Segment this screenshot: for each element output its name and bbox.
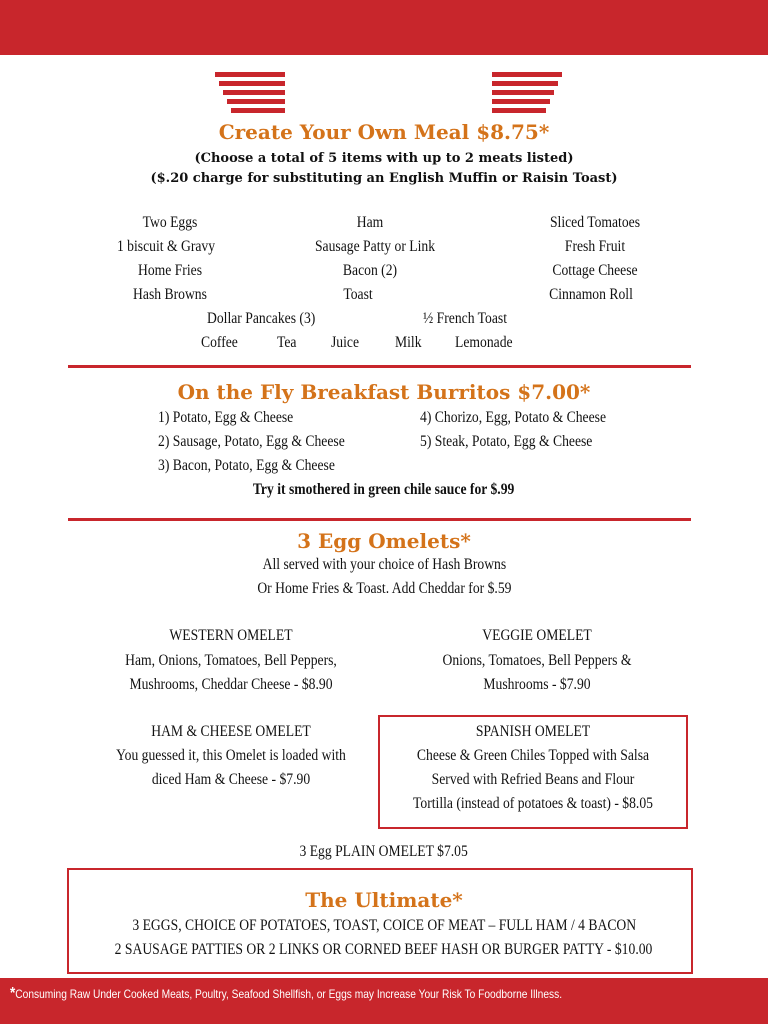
western-omelet-desc: Ham, Onions, Tomatoes, Bell Peppers, [125, 652, 337, 669]
menu-item: Dollar Pancakes (3) [207, 310, 316, 327]
decorative-stripes-right [492, 72, 562, 116]
create-meal-title: Create Your Own Meal $8.75* [218, 120, 550, 144]
omelets-title: 3 Egg Omelets* [297, 529, 471, 553]
footnote-star: * [10, 985, 16, 1002]
menu-item: Hash Browns [133, 286, 207, 303]
menu-item: Fresh Fruit [564, 238, 626, 255]
menu-item: Two Eggs [142, 214, 198, 231]
burritos-title: On the Fly Breakfast Burritos $7.00* [177, 380, 591, 404]
menu-item: Cinnamon Roll [549, 286, 633, 303]
drink-item: Coffee [201, 334, 238, 351]
menu-item: Ham [356, 214, 384, 231]
western-omelet-name: WESTERN OMELET [169, 627, 293, 644]
menu-item: Sliced Tomatoes [549, 214, 641, 231]
menu-item: Home Fries [137, 262, 203, 279]
burrito-item: 5) Steak, Potato, Egg & Cheese [420, 433, 593, 450]
menu-item: Toast [343, 286, 373, 303]
drink-item: Milk [395, 334, 422, 351]
menu-item: Cottage Cheese [552, 262, 638, 279]
veggie-omelet-desc: Onions, Tomatoes, Bell Peppers & [442, 652, 632, 669]
ham-cheese-omelet-price: diced Ham & Cheese - $7.90 [151, 771, 311, 788]
decorative-stripes-left [215, 72, 285, 116]
western-omelet-price: Mushrooms, Cheddar Cheese - $8.90 [129, 676, 333, 693]
menu-item: Bacon (2) [342, 262, 398, 279]
veggie-omelet-price: Mushrooms - $7.90 [483, 676, 591, 693]
foodborne-illness-disclaimer [10, 985, 562, 1003]
drink-item: Tea [277, 334, 297, 351]
spanish-omelet-desc-1: Cheese & Green Chiles Topped with Salsa [416, 747, 650, 764]
drink-item: Lemonade [455, 334, 513, 351]
create-meal-sub2: ($.20 charge for substituting an English Muffin or Raisin Toast) [150, 171, 618, 186]
drink-item: Juice [331, 334, 360, 351]
ultimate-line-2: 2 SAUSAGE PATTIES OR 2 LINKS OR CORNED BEEF HASH OR BURGER PATTY - $10.00 [115, 941, 653, 958]
burrito-note: Try it smothered in green chile sauce for $.99 [253, 481, 515, 498]
spanish-omelet-desc-2: Served with Refried Beans and Flour [431, 771, 635, 788]
plain-omelet: 3 Egg PLAIN OMELET $7.05 [299, 843, 469, 860]
omelets-desc-2: Or Home Fries & Toast. Add Cheddar for $.59 [256, 580, 512, 597]
ultimate-title: The Ultimate* [305, 888, 463, 912]
spanish-omelet-name: SPANISH OMELET [475, 723, 591, 740]
spanish-omelet-price: Tortilla (instead of potatoes & toast) - $8.05 [413, 795, 653, 812]
menu-item: ½ French Toast [423, 310, 508, 327]
omelets-desc-1: All served with your choice of Hash Browns [262, 556, 506, 573]
top-banner [0, 0, 768, 55]
menu-item: 1 biscuit & Gravy [116, 238, 216, 255]
burrito-item: 4) Chorizo, Egg, Potato & Cheese [420, 409, 607, 426]
ham-cheese-omelet-name: HAM & CHEESE OMELET [151, 723, 311, 740]
section-divider [68, 365, 691, 368]
create-meal-sub1: (Choose a total of 5 items with up to 2 meats listed) [194, 151, 574, 166]
veggie-omelet-name: VEGGIE OMELET [482, 627, 592, 644]
footnote-text: Consuming Raw Under Cooked Meats, Poultry, Seafood Shellfish, or Eggs may Increase Your Risk To Foodborne Illness. [15, 987, 563, 1001]
burrito-item: 3) Bacon, Potato, Egg & Cheese [158, 457, 335, 474]
burrito-item: 2) Sausage, Potato, Egg & Cheese [158, 433, 345, 450]
ham-cheese-omelet-desc: You guessed it, this Omelet is loaded with [116, 747, 346, 764]
burrito-item: 1) Potato, Egg & Cheese [158, 409, 294, 426]
section-divider [68, 518, 691, 521]
menu-item: Sausage Patty or Link [314, 238, 436, 255]
ultimate-line-1: 3 EGGS, CHOICE OF POTATOES, TOAST, COICE OF MEAT – FULL HAM / 4 BACON [132, 917, 636, 934]
